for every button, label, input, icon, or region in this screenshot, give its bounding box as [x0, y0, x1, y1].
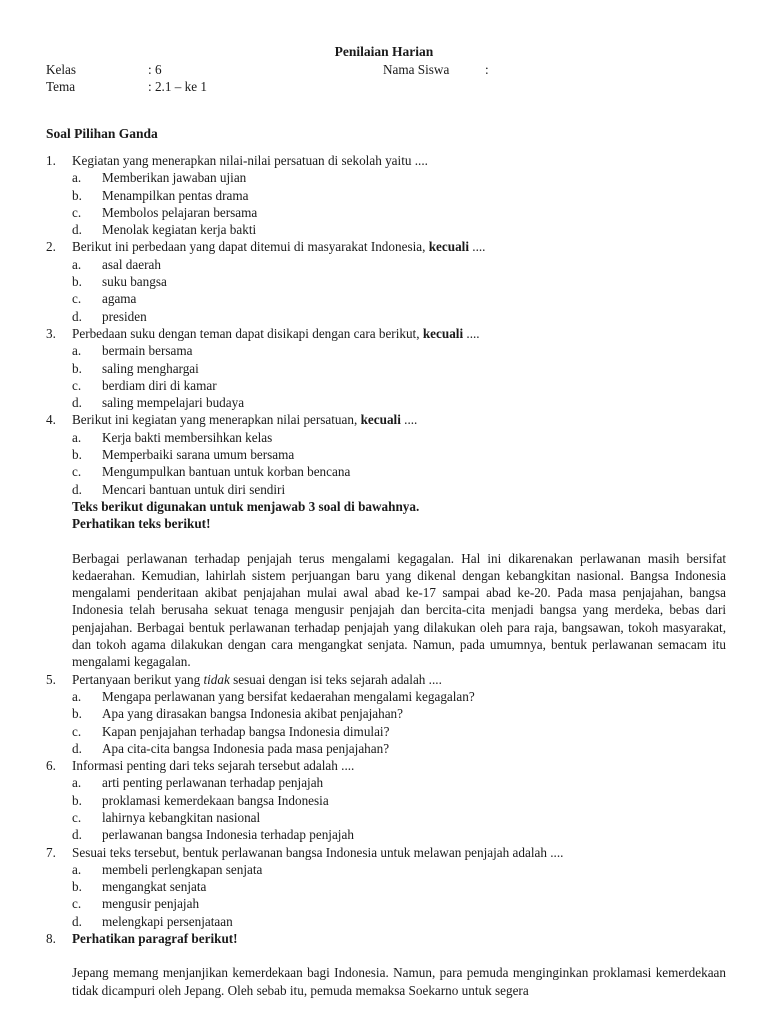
- option-text: Memperbaiki sarana umum bersama: [102, 447, 295, 463]
- option-letter: c.: [72, 464, 82, 480]
- option-c: [46, 895, 726, 912]
- option-b: [46, 360, 726, 377]
- option-letter: d.: [72, 308, 82, 324]
- nama-siswa-value: :: [485, 62, 489, 77]
- question-7: [46, 844, 726, 861]
- keyword-tidak: tidak: [203, 671, 230, 687]
- option-b: [46, 187, 726, 204]
- question-tail: ....: [463, 325, 480, 341]
- option-c: [46, 290, 726, 307]
- question-text: Sesuai teks tersebut, bentuk perlawanan bangsa Indonesia untuk melawan penjajah adalah ....: [72, 844, 564, 860]
- option-text: arti penting perlawanan terhadap penjajah: [102, 775, 324, 791]
- kelas-value: : 6: [148, 62, 162, 77]
- keyword-kecuali: kecuali: [360, 412, 401, 428]
- option-text: Mencari bantuan untuk diri sendiri: [102, 481, 286, 497]
- option-d: [46, 221, 726, 238]
- reading-passage-8: Jepang memang menjanjikan kemerdekaan bagi Indonesia. Namun, para pemuda menginginkan proklamasi kemerdekaan tidak dicampuri oleh Jepang. Oleh sebab itu, pemuda memaksa Soekarno untuk segera: [72, 965, 726, 998]
- question-text: Kegiatan yang menerapkan nilai-nilai persatuan di sekolah yaitu ....: [72, 153, 428, 168]
- option-text: bermain bersama: [102, 343, 193, 359]
- option-d: [46, 481, 726, 498]
- option-text: membeli perlengkapan senjata: [102, 861, 263, 877]
- option-letter: a.: [72, 688, 82, 704]
- question-number: 6.: [46, 758, 56, 774]
- option-letter: c.: [72, 896, 82, 912]
- kelas-label: Kelas: [46, 62, 77, 77]
- option-text: suku bangsa: [102, 274, 167, 290]
- question-1: [46, 152, 726, 169]
- question-tail: sesuai dengan isi teks sejarah adalah ....: [229, 671, 442, 687]
- option-b: [46, 792, 726, 809]
- option-text: Mengapa perlawanan yang bersifat kedaerahan mengalami kegagalan?: [102, 688, 475, 704]
- option-letter: a.: [72, 861, 82, 877]
- option-c: [46, 463, 726, 480]
- option-text: Menolak kegiatan kerja bakti: [102, 222, 257, 238]
- option-c: [46, 204, 726, 221]
- option-c: [46, 723, 726, 740]
- keyword-kecuali: kecuali: [428, 239, 469, 255]
- question-number: 7.: [46, 844, 56, 860]
- option-d: [46, 740, 726, 757]
- option-text: Mengumpulkan bantuan untuk korban bencana: [102, 464, 351, 480]
- option-text: agama: [102, 291, 137, 307]
- question-text: Perbedaan suku dengan teman dapat disikapi dengan cara berikut,: [72, 325, 423, 341]
- question-3: [46, 325, 726, 342]
- option-letter: b.: [72, 274, 82, 290]
- option-letter: a.: [72, 775, 82, 791]
- option-letter: c.: [72, 204, 82, 220]
- option-d: [46, 394, 726, 411]
- option-a: [46, 169, 726, 186]
- option-a: [46, 774, 726, 791]
- option-d: [46, 826, 726, 843]
- option-text: Membolos pelajaran bersama: [102, 204, 258, 220]
- option-text: Kapan penjajahan terhadap bangsa Indonesia dimulai?: [102, 723, 390, 739]
- option-letter: d.: [72, 827, 82, 843]
- option-text: berdiam diri di kamar: [102, 377, 217, 393]
- option-letter: c.: [72, 809, 82, 825]
- option-text: presiden: [102, 308, 147, 324]
- option-letter: b.: [72, 447, 82, 463]
- option-text: saling mempelajari budaya: [102, 395, 245, 411]
- question-number: 1.: [46, 153, 56, 168]
- option-letter: c.: [72, 723, 82, 739]
- option-text: Memberikan jawaban ujian: [102, 170, 247, 186]
- tema-value: : 2.1 – ke 1: [148, 79, 207, 94]
- option-c: [46, 809, 726, 826]
- option-b: [46, 273, 726, 290]
- option-letter: c.: [72, 291, 82, 307]
- option-text: saling menghargai: [102, 360, 199, 376]
- option-text: Apa cita-cita bangsa Indonesia pada masa penjajahan?: [102, 740, 390, 756]
- question-4: [46, 411, 726, 428]
- question-text: Pertanyaan berikut yang: [72, 671, 204, 687]
- option-letter: b.: [72, 879, 82, 895]
- question-5: [46, 671, 726, 688]
- option-letter: d.: [72, 740, 82, 756]
- keyword-kecuali: kecuali: [422, 325, 464, 341]
- option-text: melengkapi persenjataan: [102, 913, 233, 929]
- reading-passage: Berbagai perlawanan terhadap penjajah terus mengalami kegagalan. Hal ini dikarenakan perlawanan masih bersifat kedaerahan. Kemudian, lahirlah sistem perjuangan baru yang dikenal dengan kebangkitan nasional. Bangsa Indonesia mengalami penderitaan akibat penjajahan mulai awal abad ke-17 sampai abad ke-20. Pada masa penjajahan, bangsa Indonesia telah berusaha sekuat tenaga mengusir penjajah dan bercita-cita menjadi bangsa yang merdeka, bebas dari penjajahan. Berbagai bentuk perlawanan terhadap penjajah yang dilakukan oleh para raja, bangsawan, tokoh masyarakat, dan tokoh agama dilakukan dengan cara mengangkat senjata. Namun, pada umumnya, bentuk perlawanan semacam itu mengalami kegagalan.: [72, 550, 726, 670]
- option-a: [46, 688, 726, 705]
- option-letter: b.: [72, 792, 82, 808]
- option-text: perlawanan bangsa Indonesia terhadap penjajah: [102, 827, 354, 843]
- option-letter: a.: [72, 256, 82, 272]
- option-a: [46, 256, 726, 273]
- question-number: 3.: [46, 325, 56, 341]
- question-number: 5.: [46, 671, 56, 687]
- option-b: [46, 878, 726, 895]
- option-letter: b.: [72, 706, 82, 722]
- option-letter: d.: [72, 913, 82, 929]
- option-letter: d.: [72, 481, 82, 497]
- instruction-line-2: Perhatikan teks berikut!: [72, 516, 211, 532]
- option-letter: a.: [72, 343, 82, 359]
- option-letter: b.: [72, 187, 82, 203]
- instruction-line-1: Teks berikut digunakan untuk menjawab 3 soal di bawahnya.: [72, 498, 420, 514]
- question-6: [46, 757, 726, 774]
- question-text: Informasi penting dari teks sejarah tersebut adalah ....: [72, 758, 355, 774]
- option-d: [46, 308, 726, 325]
- question-list: [46, 152, 726, 999]
- question-tail: ....: [400, 412, 418, 428]
- question-number: 4.: [46, 412, 56, 428]
- section-title: Soal Pilihan Ganda: [46, 126, 158, 141]
- option-b: [46, 446, 726, 463]
- option-text: proklamasi kemerdekaan bangsa Indonesia: [102, 792, 329, 808]
- page-title: Penilaian Harian: [334, 44, 434, 59]
- question-2: [46, 238, 726, 255]
- option-d: [46, 913, 726, 930]
- question-tail: ....: [468, 239, 486, 255]
- option-letter: c.: [72, 377, 82, 393]
- option-text: mengangkat senjata: [102, 879, 207, 895]
- option-text: lahirnya kebangkitan nasional: [102, 809, 261, 825]
- question-number: 8.: [46, 931, 56, 947]
- option-letter: d.: [72, 395, 82, 411]
- option-a: [46, 342, 726, 359]
- question-text: Berikut ini kegiatan yang menerapkan nilai persatuan,: [72, 412, 361, 428]
- option-b: [46, 705, 726, 722]
- question-8: [46, 930, 726, 947]
- option-a: [46, 429, 726, 446]
- question-number: 2.: [46, 239, 56, 255]
- question-text: Berikut ini perbedaan yang dapat ditemui di masyarakat Indonesia,: [72, 239, 429, 255]
- option-text: Kerja bakti membersihkan kelas: [102, 429, 273, 445]
- option-text: mengusir penjajah: [102, 896, 200, 912]
- option-a: [46, 861, 726, 878]
- question-text: Perhatikan paragraf berikut!: [72, 931, 238, 947]
- nama-siswa-label: Nama Siswa: [383, 62, 450, 77]
- option-text: Menampilkan pentas drama: [102, 187, 249, 203]
- option-c: [46, 377, 726, 394]
- option-text: asal daerah: [102, 256, 161, 272]
- tema-label: Tema: [46, 79, 76, 94]
- option-text: Apa yang dirasakan bangsa Indonesia akibat penjajahan?: [102, 706, 403, 722]
- option-letter: a.: [72, 429, 82, 445]
- option-letter: b.: [72, 360, 82, 376]
- option-letter: d.: [72, 222, 82, 238]
- option-letter: a.: [72, 170, 82, 186]
